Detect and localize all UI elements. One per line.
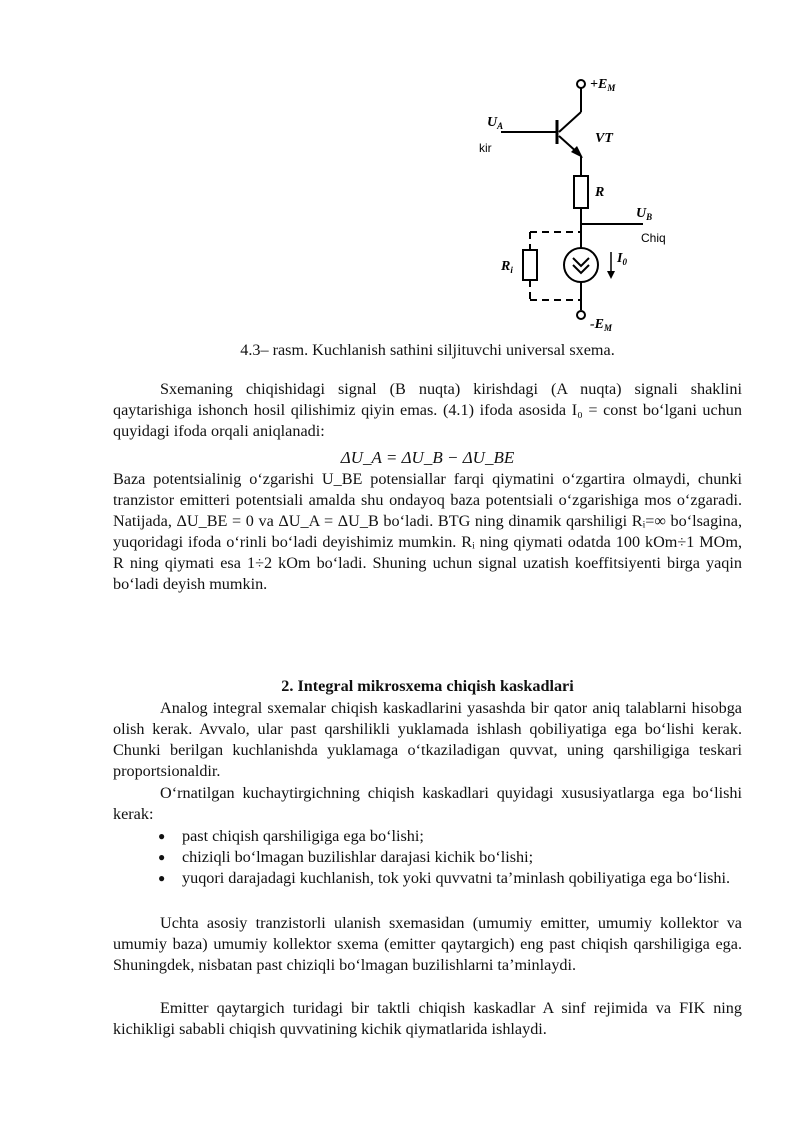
feature-list <box>158 826 742 889</box>
section-heading: 2. Integral mikrosxema chiqish kaskadlari <box>281 677 574 695</box>
resistor-r <box>574 176 588 208</box>
formula: ΔU_A = ΔU_B − ΔU_BE <box>340 448 515 467</box>
label-i0: $I_0$ <box>617 251 627 267</box>
circuit-diagram <box>353 72 683 334</box>
paragraph-2: Baza potentsialinig oʻzgarishi U_BE potensiallar farqi qiymatini oʻzgartira olmaydi, chunki tranzistor emitteri potentsiali amalda shu ondayoq baza potentsiali oʻzgarishiga mos oʻzgaradi. Natijada, ΔU_BE = 0 va ΔU_A = ΔU_B boʻladi. BTG ning dinamik qarshiligi Rᵢ=∞ boʻlsagina, yuqoridagi ifoda oʻrinli boʻladi deyishimiz mumkin. Rᵢ ning qiymati odatda 100 kOm÷1 MOm, R ning qiymati esa 1÷2 kOm boʻladi. Shuning uchun signal uzatish koeffitsiyenti birga yaqin boʻladi deyish mumkin. <box>113 470 742 594</box>
label-input: $U_A$ <box>487 115 504 131</box>
resistor-ri <box>523 250 537 280</box>
list-item: ● past chiqish qarshiligiga ega boʻlishi; <box>158 826 742 847</box>
paragraph-1: Sxemaning chiqishidagi signal (B nuqta) kirishdagi (A nuqta) signali shaklini qaytarishiga ishonch hosil qilishimiz qiyin emas. (4.1) ifoda asosida I₀ = const boʻlgani uchun quyidagi ifoda orqali aniqlanadi: <box>113 380 742 441</box>
paragraph-3: Analog integral sxemalar chiqish kaskadlarini yasashda bir qator aniq talablarni hisobga olish kerak. Avvalo, ular past qarshilikli yuklamada ishlash qobiliyatiga ega boʻlishi kerak. Chunki berilgan kuchlanishda yuklamaga oʻtkaziladigan quvvat, uning qarshiligiga teskari proportsionaldir. <box>113 699 742 781</box>
label-output: $U_B$ <box>636 206 653 222</box>
paragraph-6: Emitter qaytargich turidagi bir taktli chiqish kaskadlar A sinf rejimida va FIK ning kichikligi sababli chiqish quvvatining kichik qiymatlarida ishlaydi. <box>113 999 742 1039</box>
label-ri: $R_i$ <box>501 259 513 275</box>
list-item: ● chiziqli boʻlmagan buzilishlar darajasi kichik boʻlishi; <box>158 847 742 868</box>
figure-caption: 4.3– rasm. Kuchlanish sathini siljituvchi universal sxema. <box>240 341 615 359</box>
supply-neg-terminal <box>577 311 585 319</box>
label-supply-pos: $+E_M$ <box>590 77 616 93</box>
supply-pos-terminal <box>577 80 585 88</box>
label-supply-neg: $-E_M$ <box>590 317 613 333</box>
label-resistor: R <box>595 185 605 200</box>
label-output-word: Chiq <box>641 231 666 245</box>
paragraph-5: Uchta asosiy tranzistorli ulanish sxemasidan (umumiy emitter, umumiy kollektor va umumiy baza) umumiy kollektor sxema (emitter qaytargich) eng past chiqish qarshiligiga ega. Shuningdek, nisbatan past chiziqli boʻlmagan buzilishlarni taʼminlaydi. <box>113 914 742 975</box>
paragraph-4: Oʻrnatilgan kuchaytirgichning chiqish kaskadlari quyidagi xususiyatlarga ega boʻlishi kerak: <box>113 784 742 824</box>
list-item: ● yuqori darajadagi kuchlanish, tok yoki quvvatni taʼminlash qobiliyatiga ega boʻlishi. <box>158 868 742 889</box>
label-transistor: VT <box>595 131 613 146</box>
label-input-word: kir <box>479 141 492 155</box>
circuit-figure <box>353 72 683 334</box>
